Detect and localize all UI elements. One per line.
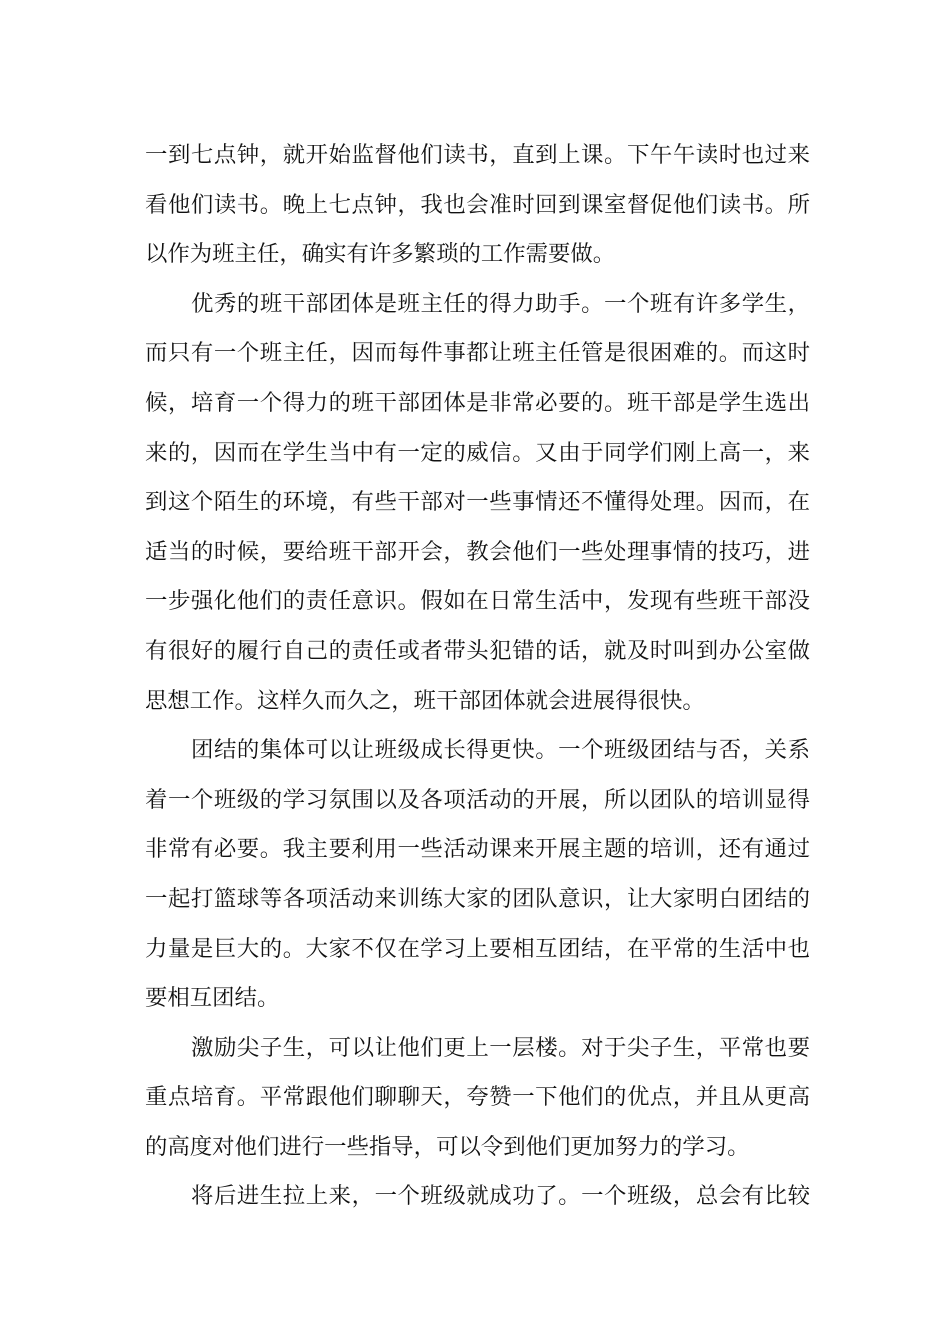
- text-line: 适当的时候，要给班干部开会，教会他们一些处理事情的技巧，进: [145, 538, 810, 565]
- text-line: 思想工作。这样久而久之，班干部团体就会进展得很快。: [145, 687, 705, 714]
- text-line: 团结的集体可以让班级成长得更快。一个班级团结与否，关系: [191, 737, 810, 764]
- text-line: 而只有一个班主任，因而每件事都让班主任管是很困难的。而这时: [145, 340, 810, 367]
- text-line: 以作为班主任，确实有许多繁琐的工作需要做。: [145, 241, 616, 268]
- text-line: 一步强化他们的责任意识。假如在日常生活中，发现有些班干部没: [145, 588, 810, 615]
- text-line: 一到七点钟，就开始监督他们读书，直到上课。下午午读时也过来: [145, 142, 810, 168]
- text-line: 将后进生拉上来，一个班级就成功了。一个班级，总会有比较: [191, 1183, 810, 1210]
- text-line: 来的，因而在学生当中有一定的威信。又由于同学们刚上高一，来: [145, 439, 810, 466]
- text-line: 看他们读书。晚上七点钟，我也会准时回到课室督促他们读书。所: [145, 191, 810, 218]
- text-line: 激励尖子生，可以让他们更上一层楼。对于尖子生，平常也要: [191, 1034, 810, 1061]
- text-line: 一起打篮球等各项活动来训练大家的团队意识，让大家明白团结的: [145, 885, 810, 912]
- text-line: 的高度对他们进行一些指导，可以令到他们更加努力的学习。: [145, 1133, 750, 1160]
- text-line: 重点培育。平常跟他们聊聊天，夸赞一下他们的优点，并且从更高: [145, 1084, 810, 1111]
- text-line: 优秀的班干部团体是班主任的得力助手。一个班有许多学生，: [191, 290, 810, 317]
- text-line: 要相互团结。: [145, 985, 280, 1012]
- text-line: 有很好的履行自己的责任或者带头犯错的话，就及时叫到办公室做: [145, 637, 810, 664]
- text-line: 力量是巨大的。大家不仅在学习上要相互团结，在平常的生活中也: [145, 935, 810, 962]
- text-line: 到这个陌生的环境，有些干部对一些事情还不懂得处理。因而，在: [145, 489, 810, 516]
- document-body: [145, 131, 810, 1222]
- text-line: 着一个班级的学习氛围以及各项活动的开展，所以团队的培训显得: [145, 786, 810, 813]
- text-line: 非常有必要。我主要利用一些活动课来开展主题的培训，还有通过: [145, 836, 810, 863]
- text-line: 候，培育一个得力的班干部团体是非常必要的。班干部是学生选出: [145, 389, 810, 416]
